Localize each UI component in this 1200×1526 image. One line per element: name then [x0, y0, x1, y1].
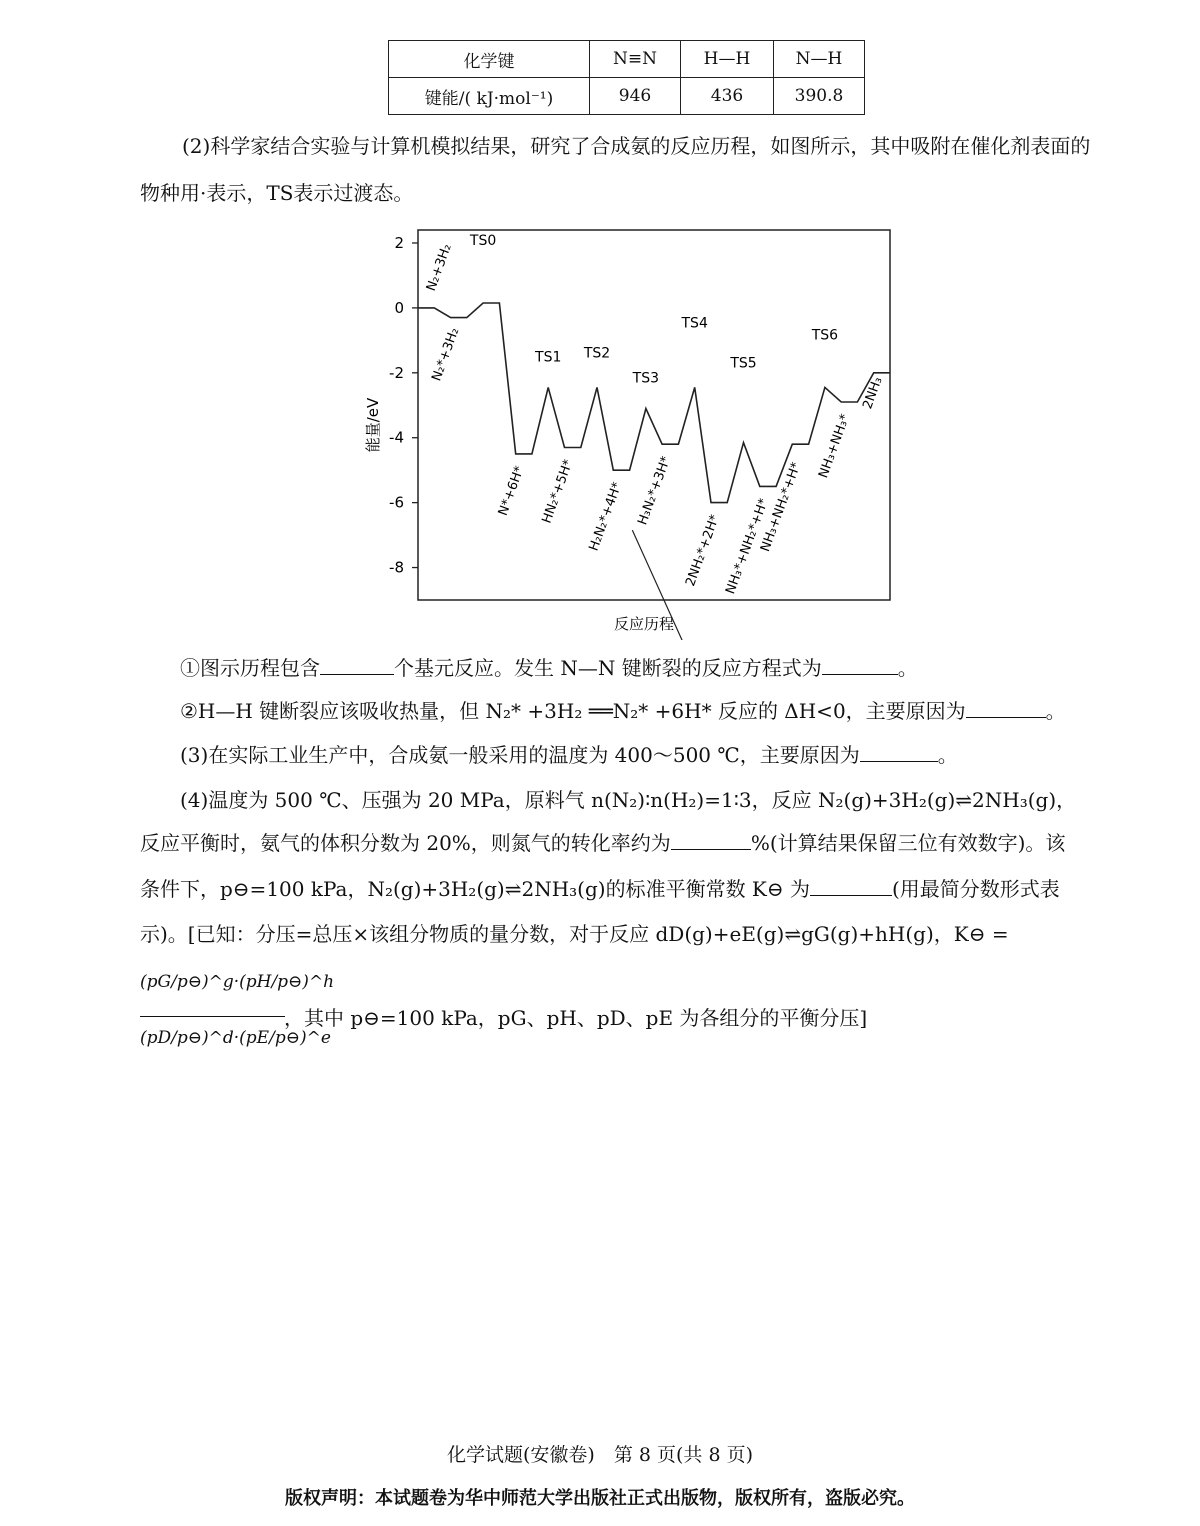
species-label: N₂+3H₂ [423, 241, 455, 294]
q2-intro-line2: 物种用·表示，TS表示过渡态。 [140, 181, 414, 205]
q4-line3-text-b: (用最简分数形式表 [892, 877, 1060, 901]
q4-line2-text-a: 反应平衡时，氨气的体积分数为 20%，则氮气的转化率约为 [140, 831, 671, 855]
transition-state-label: TS4 [681, 315, 708, 332]
answer-blank[interactable] [966, 699, 1046, 718]
q3-line [180, 742, 958, 768]
q2-2-text: ②H—H 键断裂应该吸收热量，但 N₂* +3H₂ ══N₂* +6H* 反应的 ΔH<0，主要原因为 [180, 699, 966, 723]
formula-numerator: (pG/p⊖)^g·(pH/p⊖)^h [140, 972, 335, 992]
q2-intro-line1: (2)科学家结合实验与计算机模拟结果，研究了合成氨的反应历程，如图所示，其中吸附在催化剂表面的 [182, 134, 1091, 158]
plot-frame [418, 230, 890, 600]
q4-line3 [140, 876, 1060, 902]
answer-blank[interactable] [822, 656, 898, 675]
transition-state-label: TS3 [632, 370, 660, 387]
species-label: 2NH₂*+2H* [683, 512, 723, 589]
q4-line4: 示)。[已知：分压=总压×该组分物质的量分数，对于反应 dD(g)+eE(g)⇌gG(g)+hH(g)，K⊖ = [140, 922, 1009, 946]
y-tick-label: 2 [394, 233, 404, 252]
table-cell: N≡N [590, 41, 681, 78]
q4-line5: ，其中 p⊖=100 kPa，pG、pH、pD、pE 为各组分的平衡分压] [284, 1006, 868, 1030]
y-tick-label: -8 [389, 558, 404, 577]
equilibrium-constant-formula [140, 968, 335, 1080]
fraction-bar [140, 1016, 285, 1017]
formula-denominator: (pD/p⊖)^d·(pE/p⊖)^e [140, 1028, 331, 1048]
transition-state-label: TS2 [583, 345, 611, 362]
punctuation: 。 [1045, 699, 1066, 723]
q2-1-text-a: ①图示历程包含 [180, 656, 320, 680]
species-label: N₂*+3H₂ [429, 325, 463, 384]
q2-1-text-b: 个基元反应。发生 N—N 键断裂的反应方程式为 [394, 656, 822, 680]
page-footer: 化学试题(安徽卷) 第 8 页(共 8 页) [447, 1444, 753, 1466]
transition-state-label: TS5 [730, 355, 757, 372]
q4-line2 [140, 830, 1065, 856]
punctuation: 。 [897, 656, 918, 680]
table-cell: H—H [681, 41, 774, 78]
species-label: HN₂*+5H* [539, 457, 577, 526]
q2-2-line [180, 698, 1066, 724]
y-tick-label: -2 [389, 363, 404, 382]
y-tick-label: -4 [389, 428, 404, 447]
species-label: 2NH₃ [860, 375, 886, 412]
q3-text: (3)在实际工业生产中，合成氨一般采用的温度为 400～500 ℃，主要原因为 [180, 743, 860, 767]
energy-profile-chart [350, 210, 910, 640]
table-row [389, 78, 865, 115]
species-label: NH₃*+NH₂*+H* [723, 496, 772, 597]
answer-blank[interactable] [810, 877, 892, 896]
transition-state-label: TS0 [469, 233, 497, 250]
q4-line3-text-a: 条件下，p⊖=100 kPa，N₂(g)+3H₂(g)⇌2NH₃(g)的标准平衡常数 K⊖ 为 [140, 877, 810, 901]
table-cell: 946 [590, 78, 681, 115]
punctuation: 。 [937, 743, 958, 767]
table-cell: 390.8 [774, 78, 865, 115]
answer-blank[interactable] [320, 656, 394, 675]
y-tick-label: -6 [389, 493, 404, 512]
y-tick-label: 0 [394, 298, 404, 317]
table-header-row [389, 41, 865, 78]
x-axis-label: 反应历程 [613, 615, 675, 633]
answer-blank[interactable] [860, 743, 938, 762]
q4-line2-text-b: %(计算结果保留三位有效数字)。该 [750, 831, 1066, 855]
species-label: H₃N₂*+3H* [635, 454, 675, 528]
q4-line1: (4)温度为 500 ℃、压强为 20 MPa，原料气 n(N₂)∶n(H₂)=1∶3，反应 N₂(g)+3H₂(g)⇌2NH₃(g)， [180, 788, 1077, 812]
species-label: NH₃+NH₃* [816, 412, 854, 481]
species-label: H₂N₂*+4H* [586, 480, 626, 554]
table-cell: 化学键 [389, 41, 590, 78]
y-axis-label: 能量/eV [364, 397, 382, 453]
table-cell: 键能/( kJ·mol⁻¹) [389, 78, 590, 115]
answer-blank[interactable] [671, 831, 751, 850]
transition-state-label: TS1 [535, 349, 562, 366]
bond-energy-table [388, 40, 865, 115]
copyright-notice: 版权声明：本试题卷为华中师范大学出版社正式出版物，版权所有，盗版必究。 [285, 1488, 915, 1509]
chart-svg [350, 210, 910, 640]
species-label: N*+6H* [495, 464, 528, 518]
transition-state-label: TS6 [811, 327, 839, 344]
q2-1-line [180, 655, 918, 681]
table-cell: N—H [774, 41, 865, 78]
table-cell: 436 [681, 78, 774, 115]
species-label: NH₃+NH₂*+H* [758, 460, 805, 554]
